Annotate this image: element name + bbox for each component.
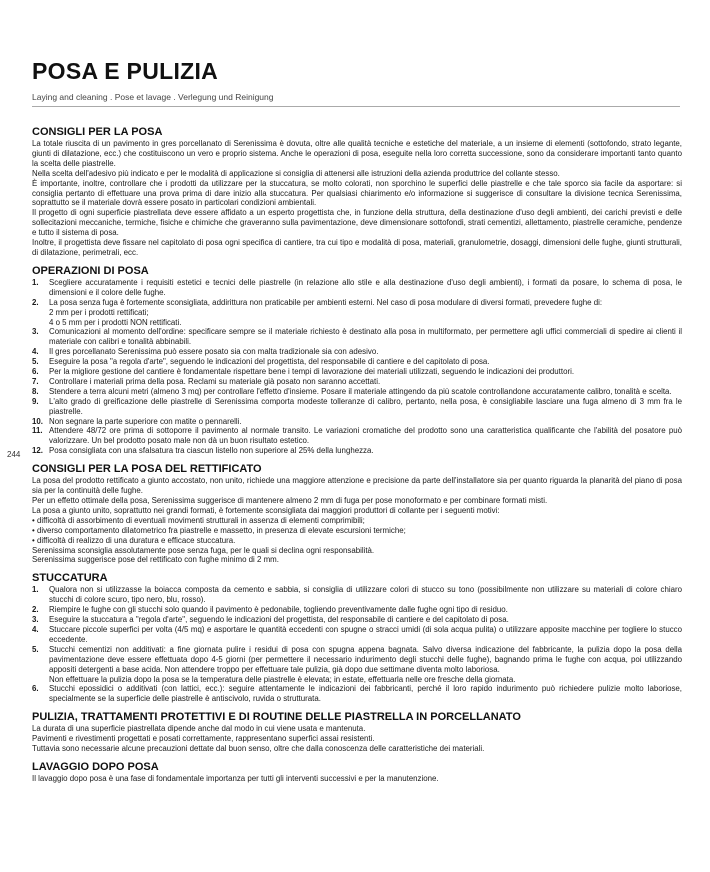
- list-item: [32, 367, 682, 377]
- paragraph: La posa del prodotto rettificato a giunto accostato, non unito, richiede una maggiore attenzione e precisione da parte dell'installatore sia per quanto riguarda la planarità del piano di posa sia per la continuità delle fughe.: [32, 476, 682, 496]
- list-item-number: 1.: [32, 277, 39, 287]
- list-item-number: 12.: [32, 446, 43, 456]
- list-item: [32, 446, 682, 456]
- list-item-number: 5.: [32, 357, 39, 367]
- paragraph: La posa a giunto unito, soprattutto nei grandi formati, è fortemente sconsigliata dai maggiori produttori di collante per i seguenti motivi:: [32, 505, 500, 515]
- numbered-list: [32, 278, 682, 456]
- paragraph: Pavimenti e rivestimenti progettati e posati correttamente, rappresentano superfici assai resistenti.: [32, 734, 375, 744]
- list-item: [32, 377, 682, 387]
- list-item: [32, 426, 682, 446]
- list-item-text: Non effettuare la pulizia dopo la posa se la temperatura delle piastrelle è elevata; in estate, effettuarla nelle ore fresche della giornata.: [49, 674, 516, 684]
- section-title: CONSIGLI PER LA POSA: [32, 126, 163, 138]
- page-title: POSA E PULIZIA: [32, 58, 219, 84]
- header-divider: [32, 106, 680, 107]
- list-item-number: 7.: [32, 376, 39, 386]
- list-item-text: Riempire le fughe con gli stucchi solo quando il pavimento è pedonabile, togliendo preventivamente dalle fughe ogni tipo di residuo.: [49, 605, 508, 615]
- list-item-text: Stuccare piccole superfici per volta (4/5 mq) e asportare le quantità eccedenti con spugne o stracci umidi (di sola acqua pulita) o utilizzare apposite macchine per togliere lo stucco eccedente.: [49, 624, 682, 644]
- list-item-text: 2 mm per i prodotti rettificati;: [49, 307, 149, 317]
- list-item-text: Controllare i materiali prima della posa. Reclami su materiale già posato non saranno accettati.: [49, 376, 381, 386]
- list-item-text: L'alto grado di greificazione delle piastrelle di Serenissima comporta modeste tolleranze di calibro, pertanto, nella posa, è consigliabile lasciare una fuga almeno di 3 mm fra le piastrelle.: [49, 396, 682, 416]
- list-item: [32, 605, 682, 615]
- section-pulizia-trattamenti-protettivi-e-di-rout: [32, 711, 682, 754]
- paragraph: • difficoltà di assorbimento di eventuali movimenti strutturali in assenza di elementi comprimibili;: [32, 515, 365, 525]
- list-item-text: Stendere a terra alcuni metri (almeno 3 mq) per controllare l'effetto d'insieme. Posare il materiale attingendo da più scatole controllandone accuratamente calibro, tonalità e scelta.: [49, 386, 672, 396]
- list-item-text: Attendere 48/72 ore prima di sottoporre il pavimento al normale transito. Le variazioni cromatiche del prodotto sono una caratteristica qualificante che l'abilità del posatore può valorizzare. Un bel prodotto posato male non dà un buon risultato estetico.: [49, 426, 682, 446]
- section-title: STUCCATURA: [32, 572, 108, 585]
- list-item-text: Per la migliore gestione del cantiere è fondamentale rispettare bene i tempi di lavorazione dei materiali utilizzati, seguendo le indicazioni dei produttori.: [49, 367, 575, 377]
- list-item: [32, 615, 682, 625]
- list-item-text: Stucchi epossidici o additivati (con lattici, ecc.): seguire attentamente le indicazioni dei fabbricanti, perché il loro rapido indurimento può richiedere pulizie molto laboriose, specialmente se la superficie delle piastrelle è antiscivolo, ruvida o strutturata.: [49, 684, 682, 704]
- paragraph: È importante, inoltre, controllare che i prodotti da utilizzare per la stuccatura, se molto colorati, non sporchino le superfici delle piastrelle e che tale sporco sia facile da asportare: si consiglia pertanto di effettuare una prova prima di dare inizio alla stuccatura. Per qualsiasi chiarimento e/o informazione si suggerisce di consultare la divisione tecnica Serenissima, soprattutto se il materiale dovrà essere posato in particolari condizioni ambientali.: [32, 178, 682, 208]
- list-item: [32, 357, 682, 367]
- paragraph: Nella scelta dell'adesivo più indicato e per le modalità di applicazione si consiglia di attenersi alle istruzioni della azienda produttrice del collante stesso.: [32, 168, 560, 178]
- list-item-number: 10.: [32, 416, 43, 426]
- list-item-number: 4.: [32, 624, 39, 634]
- list-item-text: Eseguire la stuccatura a "regola d'arte", seguendo le indicazioni del progettista, del responsabile di cantiere e del capitolato di posa.: [49, 615, 509, 625]
- list-item-number: 11.: [32, 426, 43, 436]
- numbered-list: [32, 585, 682, 704]
- section-operazioni-di-posa: [32, 265, 682, 456]
- list-item: [32, 417, 682, 427]
- paragraph: • diverso comportamento dilatometrico fra piastrelle e massetto, in presenza di elevate escursioni termiche;: [32, 525, 406, 535]
- list-item: [32, 645, 682, 685]
- list-item-text: 4 o 5 mm per i prodotti NON rettificati.: [49, 317, 182, 327]
- list-item-number: 3.: [32, 615, 39, 625]
- paragraph: Il lavaggio dopo posa è una fase di fondamentale importanza per tutti gli interventi successivi e per la manutenzione.: [32, 773, 439, 783]
- section-consigli-per-la-posa: [32, 126, 682, 258]
- page-number: 244: [7, 450, 21, 459]
- list-item-text: Posa consigliata con una sfalsatura tra ciascun listello non superiore al 25% della lunghezza.: [49, 446, 374, 456]
- list-item-number: 2.: [32, 297, 39, 307]
- document-body: [32, 126, 682, 791]
- list-item: [32, 347, 682, 357]
- paragraph: Il progetto di ogni superficie piastrellata deve essere affidato a un esperto progettista che, in funzione della struttura, della destinazione d'uso degli ambienti, dei carichi previsti e delle sollecitazioni meccaniche, termiche, fisiche e chimiche che graveranno sulla pavimentazione, deve dimensionare sottofondi, strati cementizi, allettamento, piastrelle ceramiche, pendenze e tutto il sistema di posa.: [32, 208, 682, 238]
- list-item-text: Stucchi cementizi non additivati: a fine giornata pulire i residui di posa con spugna appena bagnata. Salvo diversa indicazione del fabbricante, la pulizia dopo la posa della pavimentazione deve essere effettuata dopo 4-5 giorni (per permettere il necessario indurimento degli stucchi delle fughe), bagnando prima le fughe con acqua, poi utilizzando appositi detergenti a base acida. Non attendere troppo per effettuare tale pulizia, già dopo due settimane diventa molto laboriosa.: [49, 644, 682, 674]
- list-item-number: 5.: [32, 644, 39, 654]
- paragraph: Serenissima sconsiglia assolutamente pose senza fuga, per le quali si declina ogni responsabilità.: [32, 545, 375, 555]
- list-item: [32, 298, 682, 328]
- list-item-number: 6.: [32, 684, 39, 694]
- list-item: [32, 684, 682, 704]
- section-title: OPERAZIONI DI POSA: [32, 264, 149, 277]
- paragraph: Tuttavia sono necessarie alcune precauzioni dettate dal buon senso, oltre che dalla conoscenza delle caratteristiche dei materiali.: [32, 744, 485, 754]
- list-item-number: 8.: [32, 386, 39, 396]
- paragraph: Serenissima suggerisce pose del rettificato con fughe minimo di 2 mm.: [32, 555, 279, 565]
- list-item-text: Il gres porcellanato Serenissima può essere posato sia con malta tradizionale sia con adesivo.: [49, 347, 379, 357]
- section-title: PULIZIA, TRATTAMENTI PROTETTIVI E DI ROUTINE DELLE PIASTRELLA IN PORCELLANATO: [32, 711, 521, 724]
- list-item-number: 6.: [32, 367, 39, 377]
- list-item-number: 4.: [32, 347, 39, 357]
- paragraph: Inoltre, il progettista deve fissare nel capitolato di posa ogni specifica di cantiere, tra cui tipo e modalità di posa, materiali, granulometrie, dosaggi, dimensioni delle fughe, giunti strutturali, di dilatazione, perimetrali, ecc.: [32, 238, 682, 257]
- list-item-number: 9.: [32, 396, 39, 406]
- list-item-number: 2.: [32, 605, 39, 615]
- list-item-text: Comunicazioni al momento dell'ordine: specificare sempre se il materiale richiesto è destinato alla posa in multiformato, per permettere agli uffici commerciali di spedire ai clienti il materiale con calibri e tonalità abbinabili.: [49, 327, 682, 347]
- section-stuccatura: [32, 572, 682, 704]
- section-title: LAVAGGIO DOPO POSA: [32, 760, 159, 773]
- list-item: [32, 585, 682, 605]
- list-item: [32, 387, 682, 397]
- paragraph: Per un effetto ottimale della posa, Serenissima suggerisce di mantenere almeno 2 mm di fuga per pose monoformato e per combinare formati misti.: [32, 496, 548, 505]
- list-item-text: Eseguire la posa "a regola d'arte", seguendo le indicazioni del progettista, del responsabile di cantiere e del capitolato di posa.: [49, 357, 490, 367]
- list-item-text: Non segnare la parte superiore con matite o pennarelli.: [49, 416, 242, 426]
- section-consigli-per-la-posa-del-rettificato: [32, 463, 682, 565]
- section-title: CONSIGLI PER LA POSA DEL RETTIFICATO: [32, 463, 262, 476]
- section-lavaggio-dopo-posa: [32, 761, 682, 784]
- paragraph: La totale riuscita di un pavimento in gres porcellanato di Serenissima è dovuta, oltre alle qualità tecniche e estetiche del materiale, a un insieme di elementi (sottofondo, strato legante, giunti di dilatazione, ecc.) che costituiscono un vero e proprio sistema. Anche le operazioni di posa, eseguite nella loro corretta successione, sono da considerare importanti tanto quanto la scelta delle piastrelle.: [32, 139, 682, 168]
- list-item: [32, 625, 682, 645]
- paragraph: La durata di una superficie piastrellata dipende anche dal modo in cui viene usata e mantenuta.: [32, 724, 366, 734]
- list-item-text: Scegliere accuratamente i requisiti estetici e tecnici delle piastrelle (in relazione allo stile e alla destinazione d'uso degli ambienti), i formati da posare, lo schema di posa, le dimensioni e il colore delle fughe.: [49, 277, 682, 297]
- list-item: [32, 278, 682, 298]
- list-item-number: 1.: [32, 585, 39, 595]
- list-item-number: 3.: [32, 327, 39, 337]
- page-subtitle: Laying and cleaning . Pose et lavage . Verlegung und Reinigung: [32, 92, 274, 102]
- list-item-text: La posa senza fuga è fortemente sconsigliata, addirittura non praticabile per ambienti esterni. Nel caso di posa modulare di diversi formati, prevedere fughe di:: [49, 297, 603, 307]
- list-item: [32, 397, 682, 417]
- paragraph: • difficoltà di realizzo di una duratura e efficace stuccatura.: [32, 535, 236, 545]
- list-item-text: Qualora non si utilizzasse la boiacca composta da cemento e sabbia, si consiglia di utilizzare colori di stucco su tono (possibilmente non utilizzare su materiali di colore chiaro stucchi di colore scuro, tipo nero, blu, rosso).: [49, 585, 682, 605]
- list-item: [32, 327, 682, 347]
